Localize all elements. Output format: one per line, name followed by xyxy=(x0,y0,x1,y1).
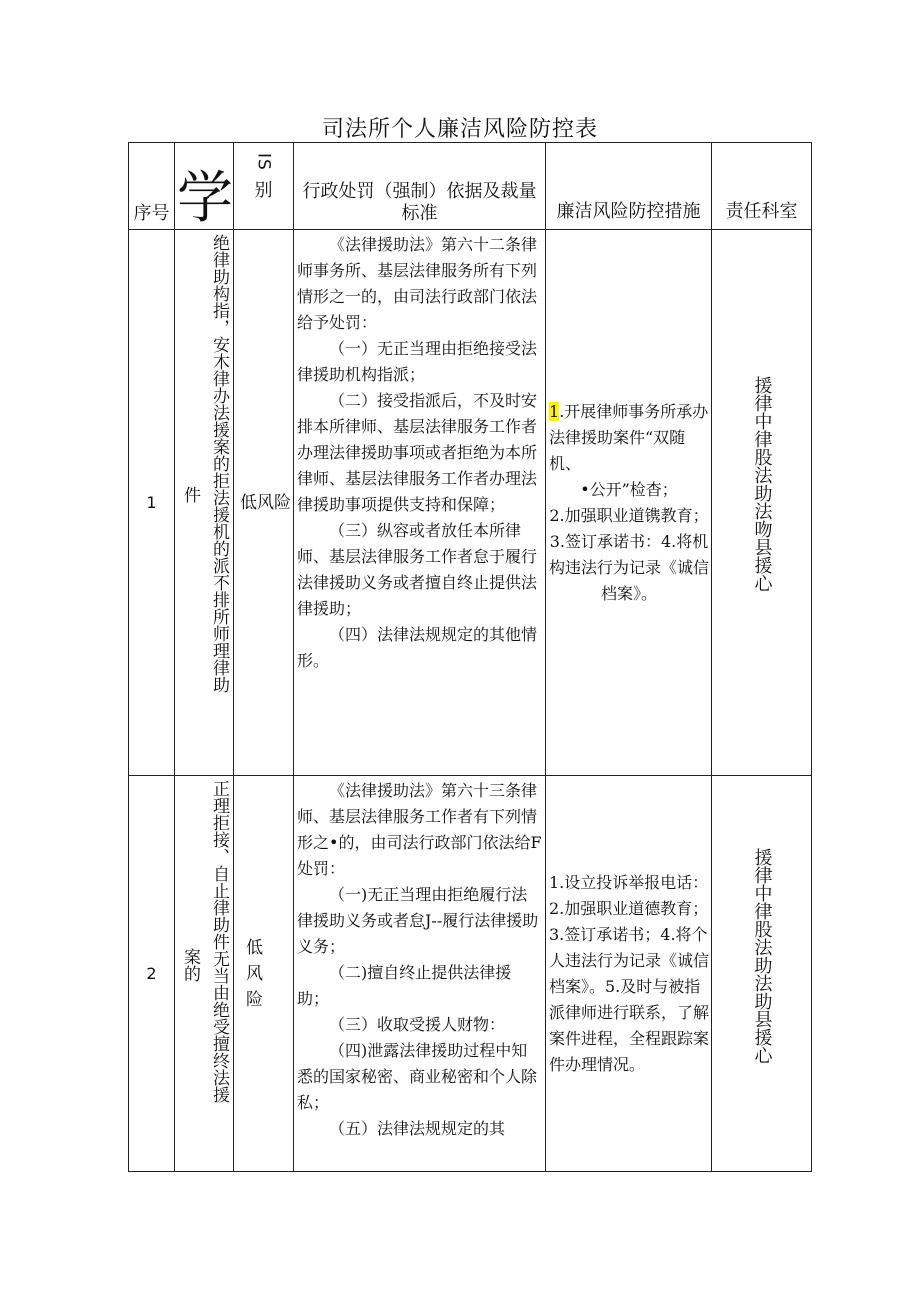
table-header-row xyxy=(129,143,812,230)
header-level: IS 别 xyxy=(234,143,294,230)
row-dept: 援律中律股法助法吻县援心 xyxy=(712,230,812,776)
table-row xyxy=(129,776,812,1172)
row-no: 2 xyxy=(129,776,175,1172)
header-measures: 廉洁风险防控措施 xyxy=(546,143,712,230)
row-basis: 《法律援助法》第六十三条律师、基层法律服务工作者有下列情形之•的，由司法行政部门依法给F处罚： （一)无正当理由拒绝履行法律援助义务或者怠J--履行法律援助义务； （二)擅自终止提供法律援助； （三）收取受援人财物： （四)泄露法律援助过程中知悉的国家秘密、商业秘密和个人除私； （五）法律法规规定的其 xyxy=(294,776,546,1172)
header-no: 序号 xyxy=(129,143,175,230)
header-item: 学 xyxy=(175,143,234,230)
risk-table xyxy=(128,142,812,1172)
row-level: 低风险 xyxy=(234,230,294,776)
row-basis: 《法律援助法》第六十二条律师事务所、基层法律服务所有下列情形之一的，由司法行政部门依法给予处罚： （一）无正当理由拒绝接受法律援助机构指派； （二）接受指派后，不及时安排本所律师、基层法律服务工作者办理法律援助事项或者拒绝为本所律师、基层法律服务工作者办理法律援助事项提供支持和保障； （三）纵容或者放任本所律师、基层法律服务工作者怠于履行法律援助义务或者擅自终止提供法律援助； （四）法律法规规定的其他情形。 xyxy=(294,230,546,776)
table-row xyxy=(129,230,812,776)
row-item: 绝律助构指，安木律办法援案的拒法援机的派不排所师理律助 件 xyxy=(175,230,234,776)
page-title: 司法所个人廉洁风险防控表 xyxy=(321,117,598,142)
row-dept: 援律中律股法助法助县援心 xyxy=(712,776,812,1172)
row-measures: 1.设立投诉举报电话：2.加强职业道德教育；3.签订承诺书；4.将个人违法行为记录《诚信档案》。5.及时与被指派律师进行联系，了解案件进程，全程跟踪案件办理情况。 xyxy=(546,776,712,1172)
row-item: 正理拒接、自止律助件无当由绝受擅终法援 案的 xyxy=(175,776,234,1172)
row-no: 1 xyxy=(129,230,175,776)
header-dept: 责任科室 xyxy=(712,143,812,230)
row-level: 低风险 xyxy=(234,776,294,1172)
row-measures: 1.开展律师事务所承办法律援助案件“双随机、 •公开”检杳； 2.加强职业道镌教育；3.签订承诺书：4.将机构违法行为记录《诚信档案》。 xyxy=(546,230,712,776)
header-basis: 行政处罚（强制）依据及裁量标准 xyxy=(294,143,546,230)
